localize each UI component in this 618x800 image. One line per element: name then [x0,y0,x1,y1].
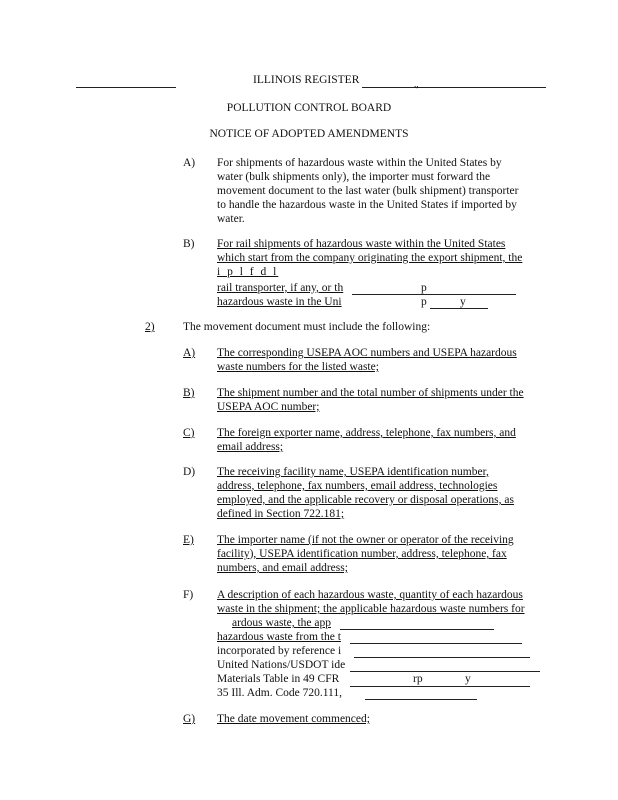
item-b-top-blank [352,294,516,295]
item-b-top-label: B) [183,238,195,250]
item-f-fragment: 35 Ill. Adm. Code 720.111, [217,687,343,699]
item-f-fragment: incorporated by reference i [217,645,342,657]
item-2-text: The movement document must include the following: [183,321,431,333]
notice-title: NOTICE OF ADOPTED AMENDMENTS [209,128,409,140]
item-f-fragment: United Nations/USDOT ide [217,659,346,671]
sub-item-line: employed, and the applicable recovery or disposal operations, as [217,494,514,506]
sub-item-line: The receiving facility name, USEPA identification number, [217,466,489,478]
item-f-blank [350,643,522,644]
sub-item-line: The shipment number and the total number of shipments under the [217,387,524,399]
sub-item-line: The corresponding USEPA AOC numbers and USEPA hazardous [217,347,517,359]
item-g-label: G) [183,713,196,725]
sub-item-line: USEPA AOC number; [217,401,320,413]
item-a-top-label: A) [183,157,196,169]
item-f-fragment: rp [413,673,423,685]
header-rule-right [362,87,546,88]
sub-item-line: defined in Section 722.181; [217,508,345,520]
item-f-blank [350,671,540,672]
item-b-top-line: rail transporter, if any, or th [217,282,344,294]
item-a-top-line: water. [217,213,245,225]
item-b-top-fragment: p [421,296,427,308]
item-f-line: waste in the shipment; the applicable hazardous waste numbers for [217,603,525,615]
item-b-top-fragment: p [421,282,427,294]
sub-item-line: waste numbers for the listed waste; [217,361,379,373]
item-f-blank [350,686,530,687]
item-b-top-line: i p l f d l [217,266,279,278]
item-f-fragment: Materials Table in 49 CFR [217,673,340,685]
sub-item-label: C) [183,427,195,439]
sub-item-line: The foreign exporter name, address, telephone, fax numbers, and [217,427,516,439]
sub-item-label: A) [183,347,196,359]
item-g-text: The date movement commenced; [217,713,370,725]
item-f-line: A description of each hazardous waste, quantity of each hazardous [217,589,523,601]
item-f-fragment: hazardous waste from the t [217,631,341,643]
sub-item-line: numbers, and email address; [217,562,348,574]
sub-item-line: address, telephone, fax numbers, email address, technologies [217,480,498,492]
sub-item-line: The importer name (if not the owner or operator of the receiving [217,534,514,546]
item-f-fragment: y [465,673,471,685]
item-a-top-line: movement document to the last water (bulk shipment) transporter [217,185,519,197]
item-f-blank [340,629,494,630]
item-b-top-line: which start from the company originating the export shipment, the [217,252,523,264]
sub-item-line: facility), USEPA identification number, address, telephone, fax [217,548,507,560]
sub-item-label: B) [183,387,195,399]
header-mark: ., [414,79,419,89]
item-f-label: F) [183,589,194,601]
sub-item-line: email address; [217,441,284,453]
register-title: ILLINOIS REGISTER [253,74,360,86]
item-f-blank [354,657,530,658]
board-title: POLLUTION CONTROL BOARD [226,102,392,114]
header-rule-left [76,87,176,88]
item-b-top-line: hazardous waste in the Uni [217,296,342,308]
item-a-top-line: water (bulk shipments only), the importer must forward the [217,171,491,183]
item-b-top-blank [430,308,488,309]
item-f-fragment: ardous waste, the app [232,617,331,629]
item-a-top-line: to handle the hazardous waste in the United States if imported by [217,199,517,211]
item-b-top-line: For rail shipments of hazardous waste within the United States [217,238,506,250]
item-2-label: 2) [145,321,155,333]
item-a-top-line: For shipments of hazardous waste within the United States by [217,157,502,169]
sub-item-label: E) [183,534,194,546]
item-b-top-fragment: y [460,296,466,308]
sub-item-label: D) [183,466,196,478]
item-f-blank [365,699,477,700]
